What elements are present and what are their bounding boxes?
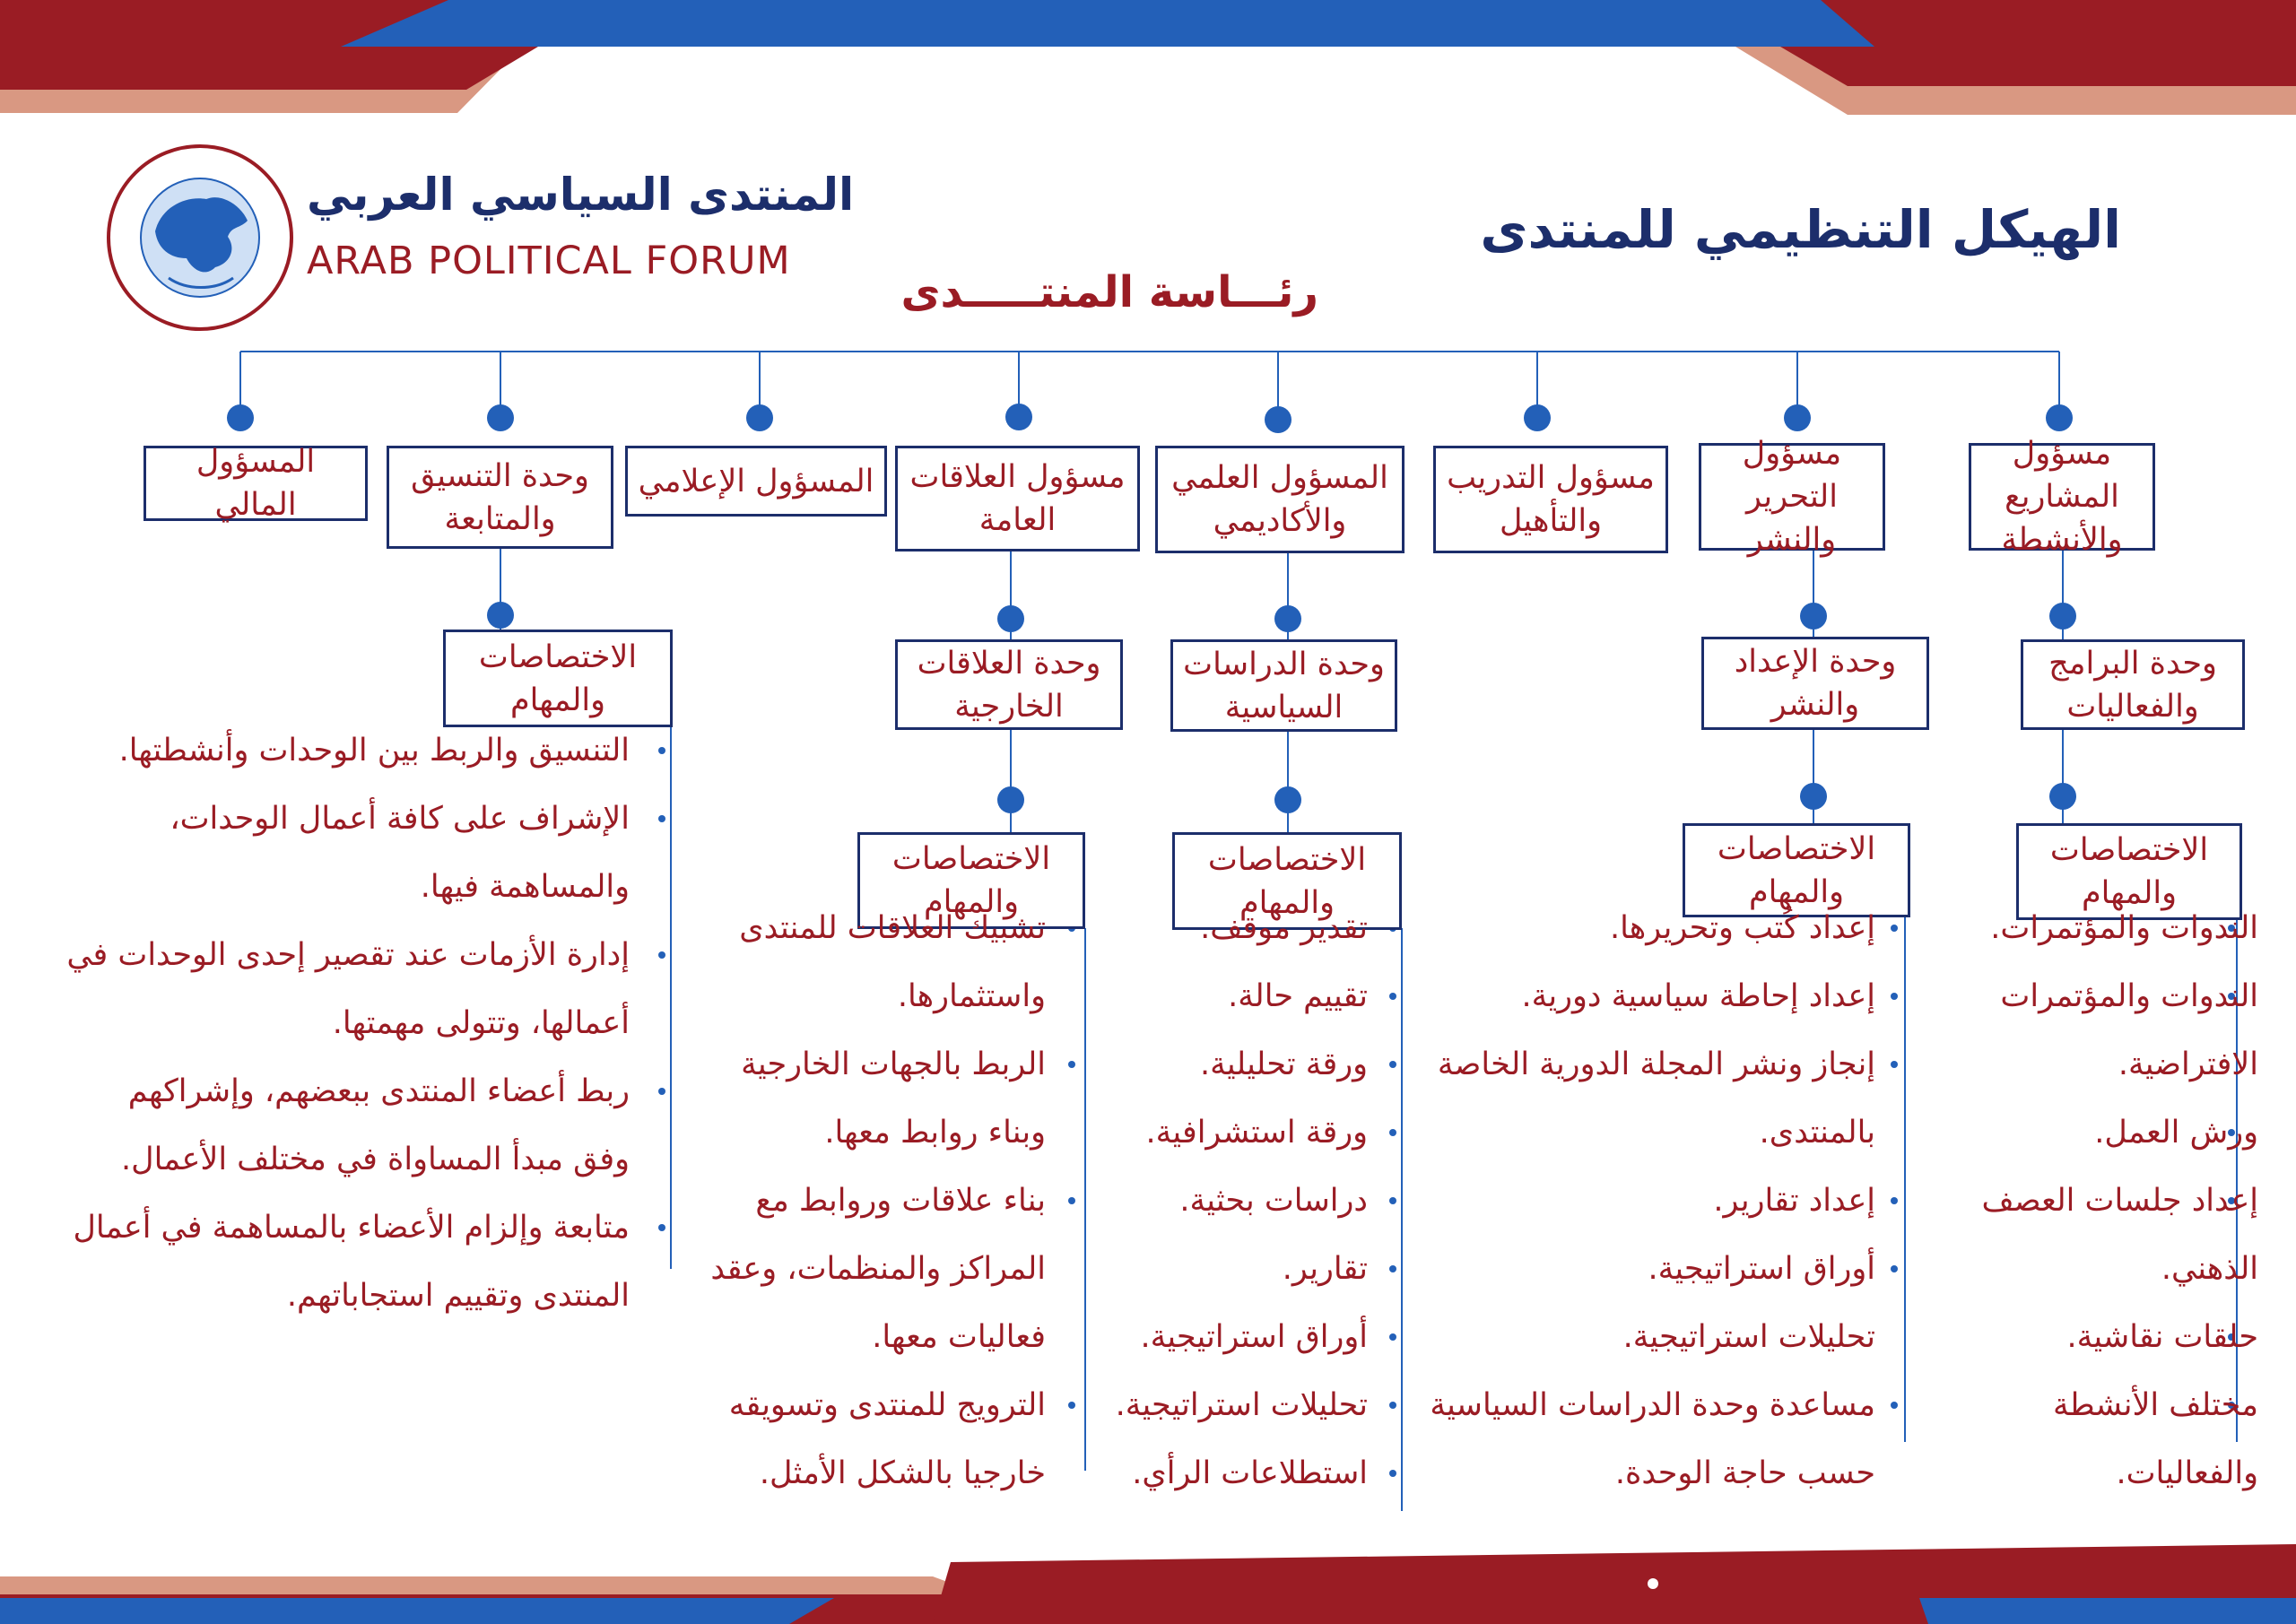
bullet-dot — [1389, 993, 1396, 1000]
tasks-label-line: والمهام — [2082, 875, 2177, 911]
tasks-label-line: الاختصاصات — [1207, 841, 1367, 878]
task-item: والمساهمة فيها. — [420, 869, 630, 905]
task-item: المراكز والمنظمات، وعقد — [710, 1251, 1046, 1287]
tasks-label-line: الاختصاصات — [891, 841, 1051, 877]
unit-label-line: وحدة الإعداد — [1734, 644, 1897, 680]
org-name-english: ARAB POLITICAL FORUM — [307, 239, 791, 283]
unit-media-officer — [625, 446, 887, 517]
unit-label-line: والنشر — [1770, 687, 1860, 723]
tasks-label-line: الاختصاصات — [478, 638, 638, 675]
bullet-dot — [1389, 1402, 1396, 1409]
unit-projects-activities — [1969, 436, 2155, 558]
bullet-dot — [658, 747, 665, 754]
task-item: أوراق استراتيجية. — [1140, 1319, 1368, 1355]
bullet-dot — [1389, 1470, 1396, 1477]
task-item: دراسات بحثية. — [1179, 1183, 1368, 1219]
bullet-dot — [1389, 1197, 1396, 1204]
bottom-right-blue-band — [1919, 1598, 2296, 1624]
unit-label-line: والفعاليات — [2066, 688, 2199, 725]
task-item: التنسيق والربط بين الوحدات وأنشطتها. — [118, 733, 630, 769]
task-item: مساعدة وحدة الدراسات السياسية — [1430, 1387, 1875, 1423]
task-item: تقارير. — [1282, 1251, 1368, 1287]
unit-training-qualification — [1433, 446, 1668, 553]
top-right-red-lower — [1780, 47, 2296, 86]
unit-label-line: وحدة التنسيق — [411, 457, 589, 494]
task-item: ورقة تحليلية. — [1200, 1046, 1368, 1082]
task-item: والفعاليات. — [2116, 1455, 2258, 1491]
tasks-list-programs — [1982, 894, 2258, 1507]
unit-label-line: المسؤول المالي — [196, 444, 316, 523]
task-item: بناء علاقات وروابط مع — [755, 1183, 1046, 1219]
tasks-list-coordination — [66, 716, 630, 1330]
task-item: الإشراف على كافة أعمال الوحدات، — [170, 801, 630, 837]
unit-label-line: وحدة البرامج — [2048, 645, 2217, 682]
unit-label-line: وحدة الدراسات — [1183, 646, 1385, 682]
tasks-box-coordination — [443, 630, 673, 727]
task-item: وبناء روابط معها. — [824, 1115, 1046, 1151]
task-item: المنتدى وتقييم استجاباتهم. — [286, 1278, 630, 1314]
subunit-foreign-relations — [895, 639, 1123, 730]
tasks-list-studies — [1116, 894, 1368, 1507]
task-item: إعداد إحاطة سياسية دورية. — [1521, 978, 1875, 1014]
bullet-dot — [1389, 1061, 1396, 1068]
task-item: تحليلات استراتيجية. — [1115, 1387, 1368, 1423]
task-item: فعاليات معها. — [872, 1319, 1046, 1355]
task-item: الذهني. — [2161, 1251, 2258, 1287]
unit-label-line: والمتابعة — [444, 500, 556, 537]
bullet-dot — [1891, 925, 1898, 932]
task-item: الترويج للمنتدى وتسويقه — [728, 1387, 1046, 1423]
unit-finance-officer — [144, 446, 368, 521]
tasks-list-relations — [710, 894, 1046, 1507]
unit-label-line: والتأهيل — [1499, 503, 1603, 539]
tasks-label-line: والمهام — [1239, 884, 1335, 921]
task-item: استطلاعات الرأي. — [1132, 1455, 1368, 1491]
task-item: تشبيك العلاقات للمنتدى — [739, 910, 1046, 946]
page-title: الهيكل التنظيمي للمنتدى — [1480, 199, 2121, 260]
unit-label-line: السياسية — [1224, 689, 1344, 725]
task-item: أعمالها، وتتولى مهمتها. — [332, 1005, 630, 1041]
bullet-dot — [1068, 1061, 1075, 1068]
bottom-dot — [1648, 1578, 1658, 1589]
tasks-label-line: والمهام — [924, 884, 1019, 920]
task-item: وفق مبدأ المساواة في مختلف الأعمال. — [121, 1142, 630, 1177]
bullet-dot — [1891, 1265, 1898, 1272]
task-item: الندوات والمؤتمرات — [2000, 978, 2258, 1014]
unit-label-line: المسؤول العلمي — [1171, 460, 1388, 496]
task-item: تقييم حالة. — [1228, 978, 1368, 1014]
task-item: بالمنتدى. — [1759, 1115, 1875, 1151]
bullet-dot — [658, 1088, 665, 1095]
bullet-dot — [1891, 1402, 1898, 1409]
task-item: واستثمارها. — [897, 978, 1046, 1014]
tasks-label-line: الاختصاصات — [1717, 830, 1876, 867]
unit-public-relations — [895, 446, 1140, 551]
task-item: إعداد تقارير. — [1713, 1183, 1875, 1219]
unit-label-line: مسؤول — [2012, 436, 2112, 472]
unit-label-line: وحدة العلاقات — [917, 645, 1101, 682]
task-item: ورش العمل. — [2094, 1115, 2258, 1151]
unit-coordination-followup — [387, 446, 613, 549]
unit-label-line: التحرير والنشر — [1746, 479, 1838, 558]
bottom-left-blue-band — [0, 1598, 834, 1624]
bullet-dot — [1068, 1197, 1075, 1204]
task-item: إعداد كُتب وتحريرها. — [1610, 910, 1875, 946]
presidency-label: رئـــاسة المنتـــــدى — [900, 267, 1318, 317]
unit-editing-publishing — [1699, 436, 1885, 558]
task-item: الربط بالجهات الخارجية — [741, 1046, 1046, 1082]
unit-label-line: المشاريع والأنشطة — [2001, 479, 2123, 558]
tasks-label-line: الاختصاصات — [2049, 832, 2209, 868]
subunit-political-studies — [1170, 639, 1397, 732]
unit-scientific-academic — [1155, 446, 1405, 553]
forum-logo — [106, 143, 294, 332]
unit-label-line: المسؤول الإعلامي — [638, 463, 874, 499]
bullet-dot — [1389, 1265, 1396, 1272]
task-item: ورقة استشرافية. — [1145, 1115, 1368, 1151]
task-item: إنجاز ونشر المجلة الدورية الخاصة — [1437, 1046, 1875, 1082]
task-item: ربط أعضاء المنتدى ببعضهم، وإشراكهم — [127, 1073, 630, 1109]
unit-label-line: الخارجية — [954, 688, 1064, 725]
bullet-dot — [1891, 1197, 1898, 1204]
bullet-dot — [658, 815, 665, 822]
task-item: حلقات نقاشية. — [2066, 1319, 2258, 1355]
task-item: تقدير موقف. — [1200, 910, 1368, 946]
task-item: خارجيا بالشكل الأمثل. — [759, 1455, 1046, 1491]
unit-label-line: والأكاديمي — [1213, 503, 1347, 539]
task-item: متابعة وإلزام الأعضاء بالمساهمة في أعمال — [73, 1210, 630, 1246]
tasks-label-line: والمهام — [1749, 873, 1844, 910]
task-item: إدارة الأزمات عند تقصير إحدى الوحدات في — [66, 937, 630, 973]
bullet-dot — [658, 1224, 665, 1231]
bullet-dot — [1891, 993, 1898, 1000]
bullet-dot — [1389, 1333, 1396, 1341]
subunit-preparation-publishing — [1701, 637, 1929, 730]
task-item: إعداد جلسات العصف — [1981, 1183, 2258, 1219]
unit-label-line: مسؤول العلاقات — [909, 459, 1126, 495]
task-item: الافتراضية. — [2118, 1046, 2258, 1082]
unit-label-line: مسؤول — [1742, 436, 1842, 472]
tasks-label-line: والمهام — [510, 682, 605, 718]
bullet-dot — [1891, 1061, 1898, 1068]
task-item: أوراق استراتيجية. — [1648, 1251, 1875, 1287]
bullet-dot — [658, 951, 665, 959]
tasks-list-publishing — [1430, 894, 1875, 1507]
unit-label-line: مسؤول التدريب — [1447, 460, 1655, 496]
top-right-red-band — [1821, 0, 2296, 47]
bullet-dot — [1068, 1402, 1075, 1409]
org-name-arabic: المنتدى السياسي العربي — [307, 169, 855, 221]
subunit-programs-events — [2021, 639, 2245, 730]
top-left-red-lower — [0, 47, 538, 90]
unit-label-line: العامة — [978, 502, 1057, 538]
task-item: تحليلات استراتيجية. — [1622, 1319, 1875, 1355]
task-item: الندوات والمؤتمرات. — [1990, 910, 2258, 946]
task-item: مختلف الأنشطة — [2053, 1387, 2258, 1423]
task-item: حسب حاجة الوحدة. — [1614, 1455, 1875, 1491]
bullet-dot — [1389, 1129, 1396, 1136]
